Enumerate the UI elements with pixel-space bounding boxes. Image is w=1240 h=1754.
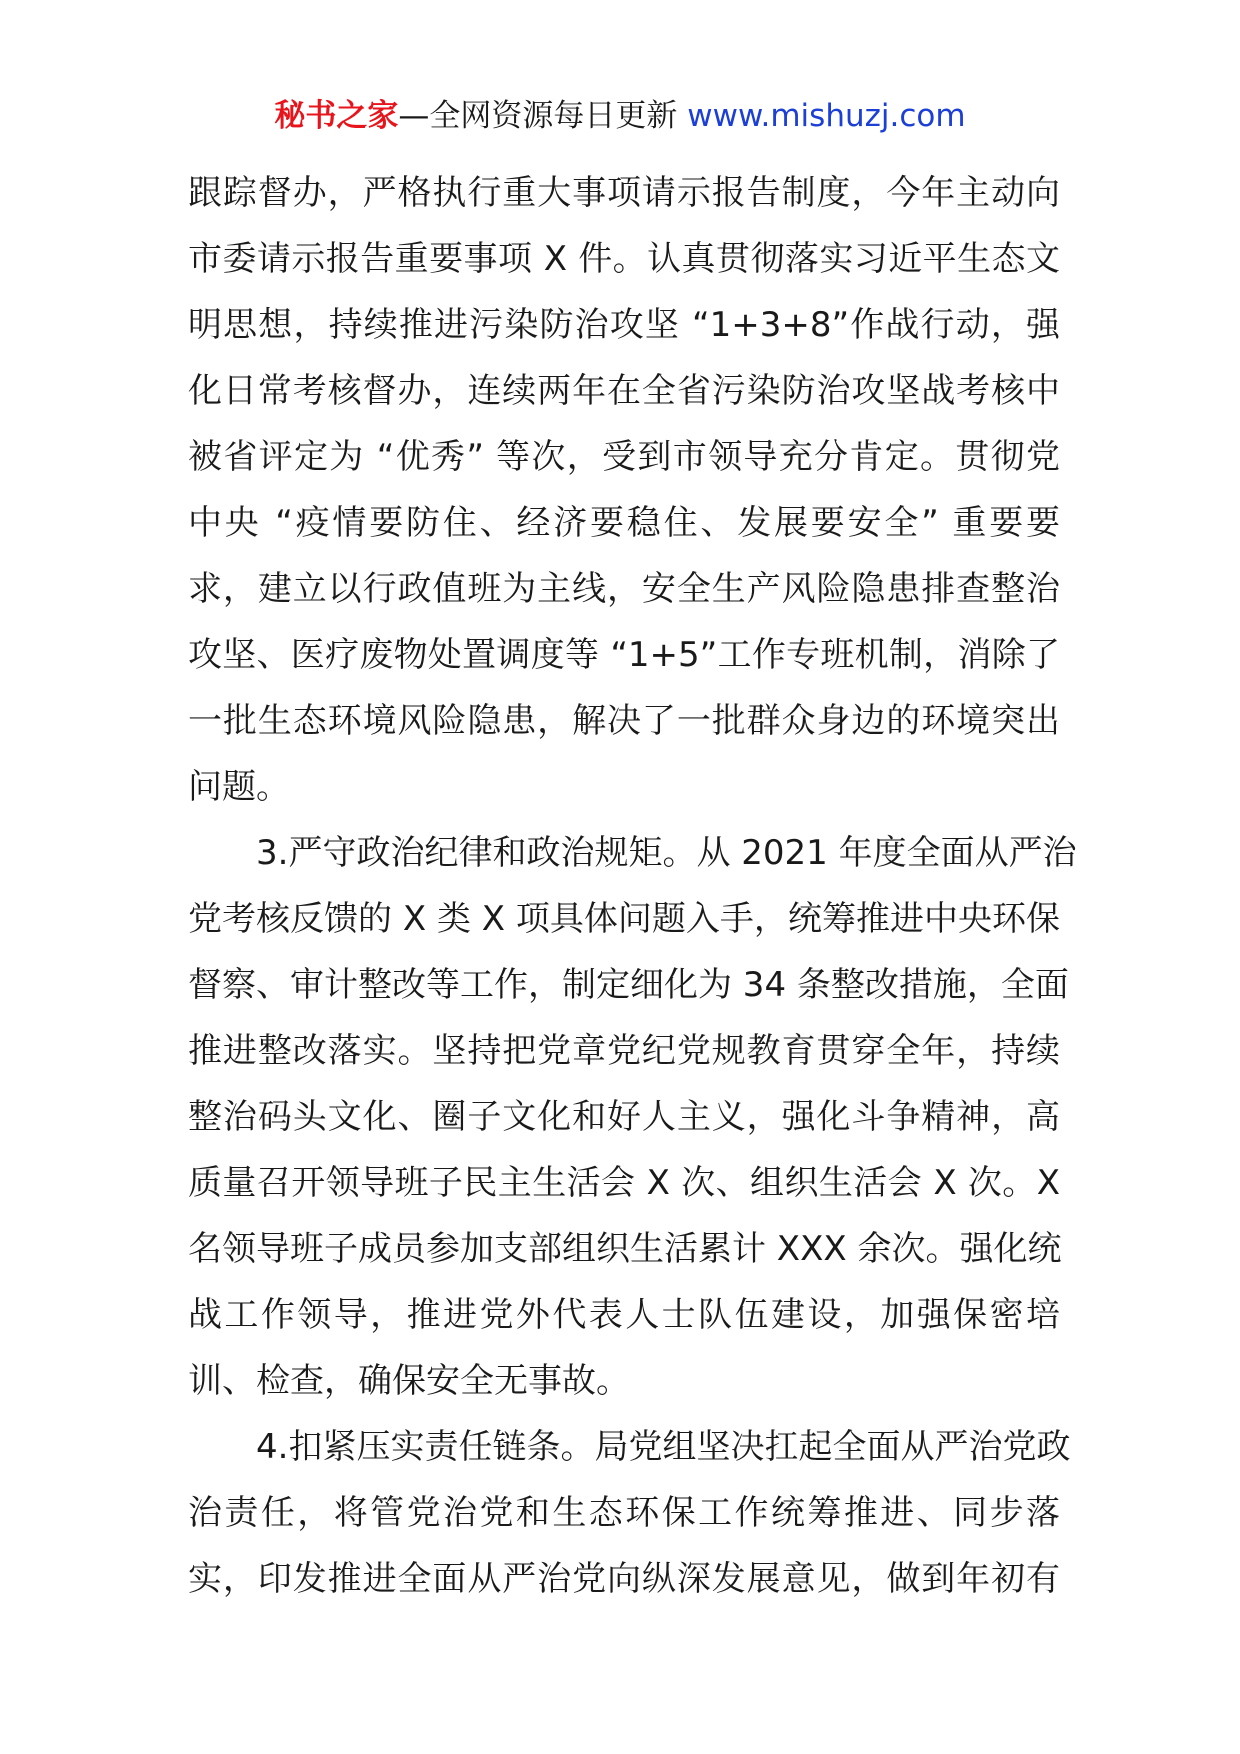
site-brand: 秘书之家 bbox=[274, 98, 399, 134]
section-heading-line: 4.扣紧压实责任链条。局党组坚决扛起全面从严治党政 bbox=[256, 1427, 1071, 1467]
text-line: 督察、审计整改等工作，制定细化为 34 条整改措施，全面 bbox=[188, 965, 1069, 1005]
text-line: 明思想，持续推进污染防治攻坚 “1+3+8”作战行动，强 bbox=[188, 305, 1060, 345]
text-line: 被省评定为 “优秀” 等次，受到市领导充分肯定。贯彻党 bbox=[188, 437, 1060, 477]
text-line: 化日常考核督办，连续两年在全省污染防治攻坚战考核中 bbox=[188, 371, 1060, 411]
text-line: 跟踪督办，严格执行重大事项请示报告制度，今年主动向 bbox=[188, 173, 1060, 213]
site-tagline: —全网资源每日更新 bbox=[398, 98, 678, 134]
text-line: 质量召开领导班子民主生活会 X 次、组织生活会 X 次。X bbox=[188, 1163, 1060, 1203]
text-line: 名领导班子成员参加支部组织生活累计 XXX 余次。强化统 bbox=[188, 1229, 1062, 1269]
text-line: 实，印发推进全面从严治党向纵深发展意见，做到年初有 bbox=[188, 1559, 1060, 1599]
paragraph-end-line: 问题。 bbox=[188, 767, 290, 807]
text-line: 攻坚、医疗废物处置调度等 “1+5”工作专班机制，消除了 bbox=[188, 635, 1060, 675]
section-heading-line: 3.严守政治纪律和政治规矩。从 2021 年度全面从严治 bbox=[256, 833, 1077, 873]
text-line: 求，建立以行政值班为主线，安全生产风险隐患排查整治 bbox=[188, 569, 1060, 609]
paragraph-end-line: 训、检查，确保安全无事故。 bbox=[188, 1361, 630, 1401]
text-line: 一批生态环境风险隐患，解决了一批群众身边的环境突出 bbox=[188, 701, 1060, 741]
document-body bbox=[188, 160, 1077, 1612]
text-line: 市委请示报告重要事项 X 件。认真贯彻落实习近平生态文 bbox=[188, 239, 1060, 279]
text-line: 中央 “疫情要防住、经济要稳住、发展要安全” 重要要 bbox=[188, 503, 1060, 543]
text-line: 推进整改落实。坚持把党章党纪党规教育贯穿全年，持续 bbox=[188, 1031, 1060, 1071]
text-line: 治责任，将管党治党和生态环保工作统筹推进、同步落 bbox=[188, 1493, 1060, 1533]
text-line: 战工作领导，推进党外代表人士队伍建设，加强保密培 bbox=[188, 1295, 1060, 1335]
site-header bbox=[0, 96, 1240, 136]
site-url-link[interactable]: www.mishuzj.com bbox=[687, 98, 966, 134]
text-line: 党考核反馈的 X 类 X 项具体问题入手，统筹推进中央环保 bbox=[188, 899, 1060, 939]
text-line: 整治码头文化、圈子文化和好人主义，强化斗争精神，高 bbox=[188, 1097, 1060, 1137]
